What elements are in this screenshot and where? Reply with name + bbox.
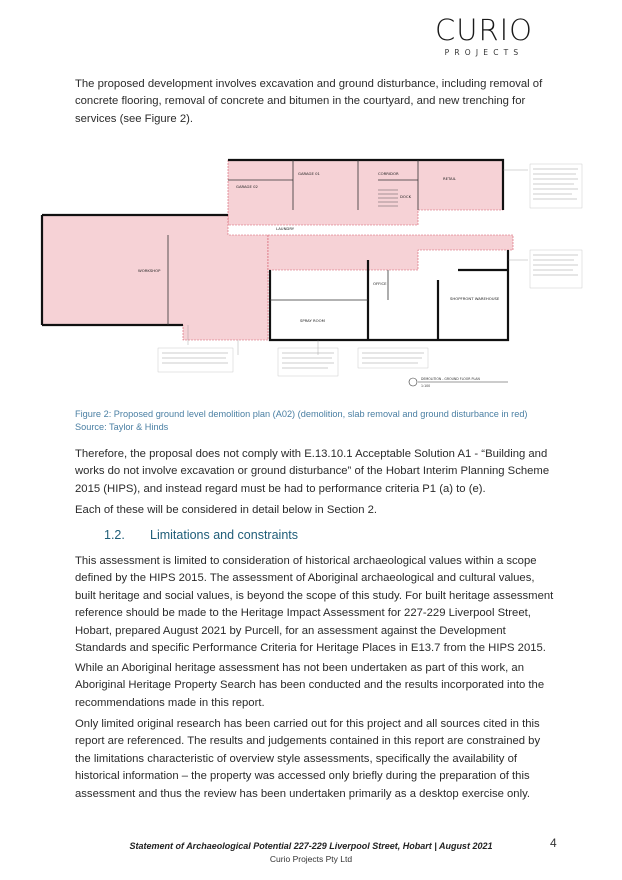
page-number: 4 — [550, 836, 557, 850]
section-number: 1.2. — [104, 528, 125, 542]
room-garage-02: GARAGE 02 — [236, 184, 258, 189]
room-office: OFFICE — [373, 281, 387, 286]
plan-title: DEMOLITION - GROUND FLOOR PLAN — [421, 377, 480, 381]
plan-marker-icon — [409, 378, 417, 386]
intro-paragraph: The proposed development involves excavation and ground disturbance, including removal of concrete flooring, removal of concrete and bitumen in the courtyard, and new trenching for services (see Figure 2). — [75, 78, 543, 125]
room-corridor: CORRIDOR — [378, 171, 399, 176]
curio-logo — [428, 14, 540, 60]
plan-title-block — [409, 377, 508, 388]
logo-subtitle: PROJECTS — [444, 48, 524, 57]
paragraph-section-reference: Each of these will be considered in detail below in Section 2. — [75, 504, 378, 516]
paragraph-non-compliance: Therefore, the proposal does not comply with E.13.10.1 Acceptable Solution A1 - “Building and works do not involve excavation or ground disturbance” of the Hobart Interim Planning Scheme 2015 (HIPS), and instead regard must be had to performance criteria P1 (a) to (e). — [75, 448, 550, 495]
section-title: Limitations and constraints — [150, 528, 298, 542]
room-garage-01: GARAGE 01 — [298, 171, 320, 176]
demolition-areas — [42, 160, 513, 340]
footer-title: Statement of Archaeological Potential 227-229 Liverpool Street, Hobart | August 2021 — [129, 841, 493, 851]
room-retail: RETAIL — [443, 176, 456, 181]
paragraph-research: Only limited original research has been carried out for this project and all sources cited in this report are referenced. The results and judgements contained in this report are constrained by the limitations characteristic of overview style assessments, specifically the availability of historical information – the property was accessed only briefly during the preparation of this assessment and thus the review has been undertaken primarily as a desktop exercise only. — [75, 718, 541, 800]
room-spray: SPRAY ROOM — [300, 318, 325, 323]
paragraph-aboriginal: While an Aboriginal heritage assessment has not been undertaken as part of this work, an Aboriginal Heritage Property Search has been conducted and the results incorporated into the recommendations made in this report. — [75, 662, 545, 709]
paragraph-scope: This assessment is limited to consideration of historical archaeological values within a scope defined by the HIPS 2015. The assessment of Aboriginal archaeological and cultural values, built heritage and social values, is beyond the scope of this study. For built heritage assessment reference should be made to the Heritage Impact Assessment for 227-229 Liverpool Street, Hobart, prepared August 2021 by Purcell, for an assessment against the Development Standards and specific Performance Criteria for Heritage Places in E13.7 from the HIPS 2015. — [75, 555, 554, 655]
page-footer — [0, 840, 622, 866]
figure-caption: Figure 2: Proposed ground level demolition plan (A02) (demolition, slab removal and ground disturbance in red) Source: Taylor & Hinds — [75, 409, 528, 432]
plan-scale: 1:100 — [421, 384, 431, 388]
room-workshop: WORKSHOP — [138, 268, 161, 273]
room-warehouse: SHOPFRONT WAREHOUSE — [450, 296, 500, 301]
room-laundry: LAUNDRY — [276, 226, 295, 231]
section-heading — [104, 528, 298, 542]
logo-wordmark: CURIO — [434, 13, 533, 47]
footer-company: Curio Projects Pty Ltd — [269, 854, 353, 864]
room-dock: DOCK — [400, 194, 412, 199]
demolition-plan-figure — [38, 150, 588, 395]
